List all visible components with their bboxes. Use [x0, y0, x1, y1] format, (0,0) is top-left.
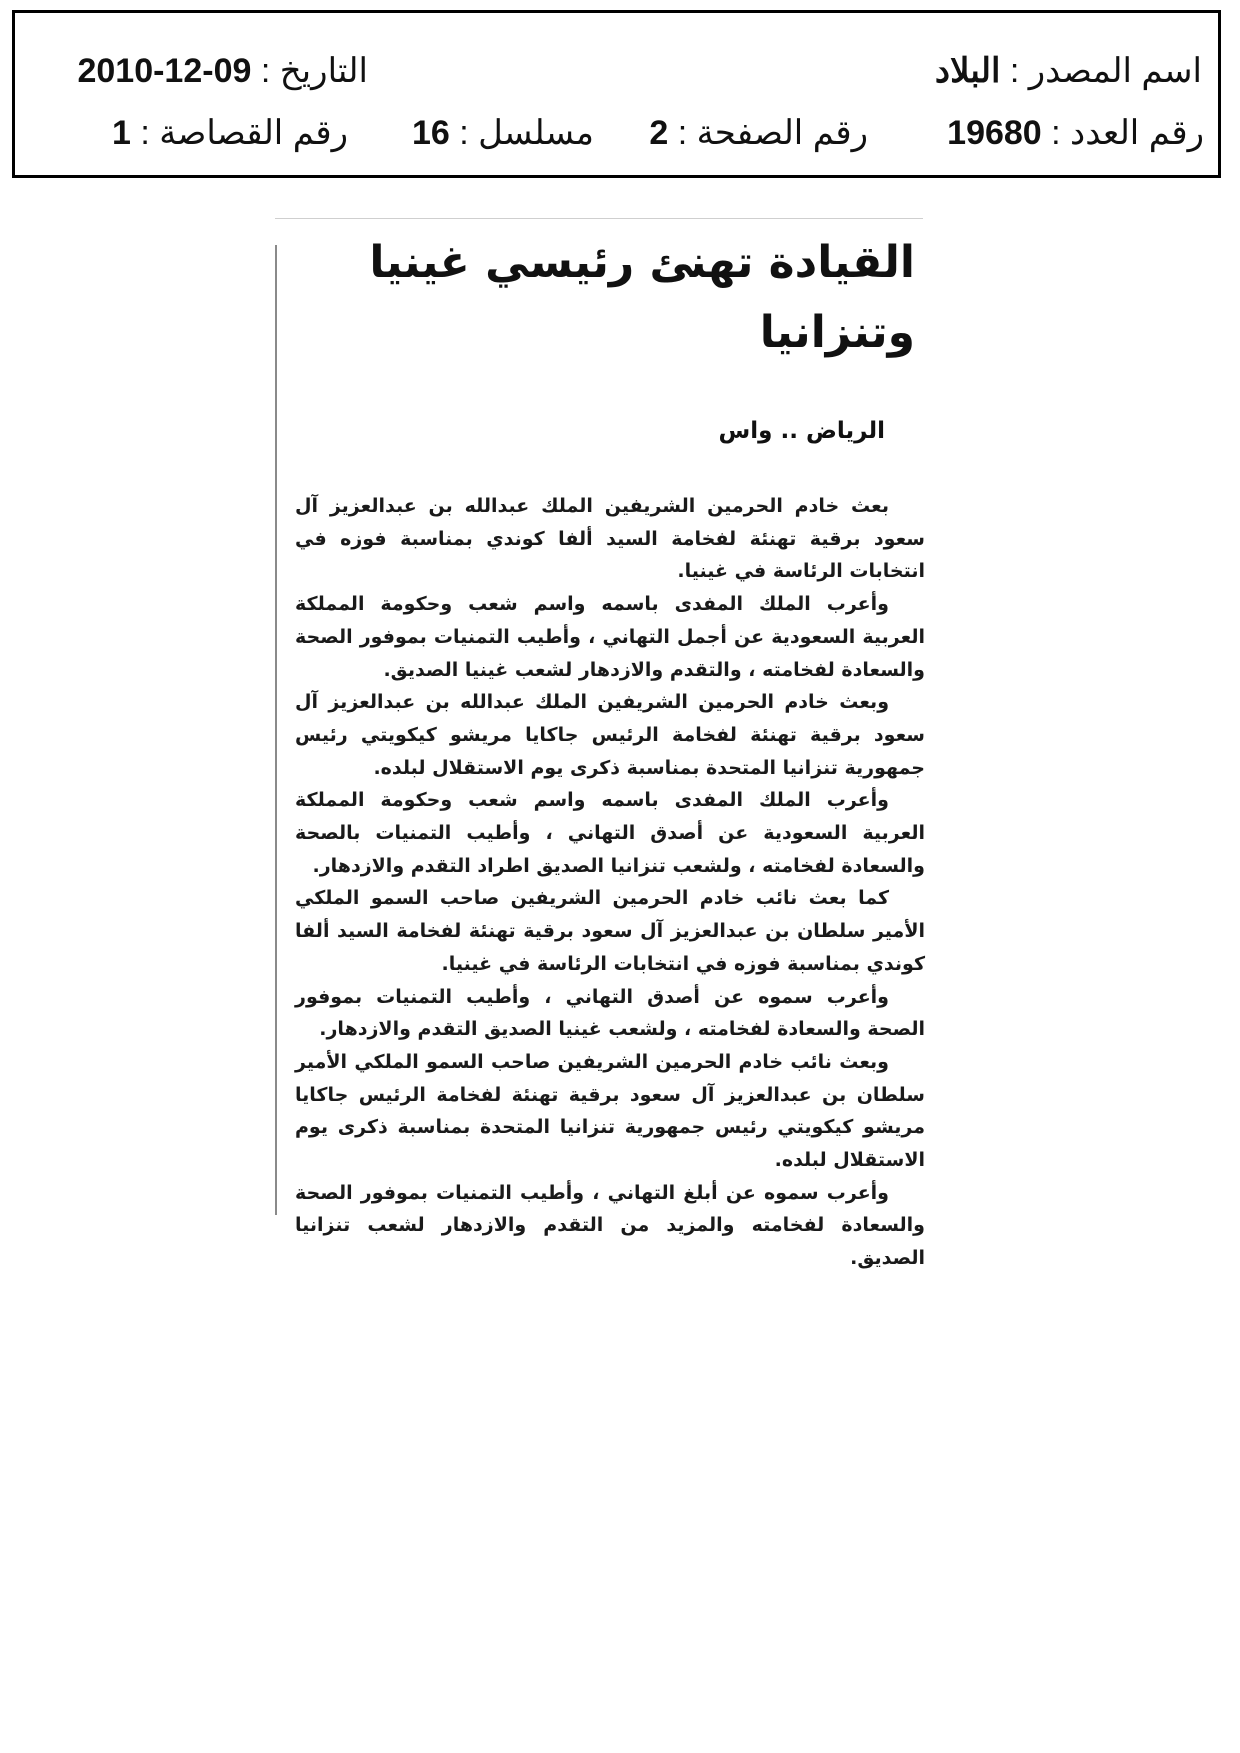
serial-field: [412, 113, 594, 153]
clipping-number-label: رقم القصاصة :: [140, 114, 348, 152]
serial-value: 16: [411, 114, 450, 152]
header-row-1: [15, 37, 1218, 97]
article-paragraph: وأعرب سموه عن أبلغ التهاني ، وأطيب التمنيات بموفور الصحة والسعادة لفخامته والمزيد من التقدم والازدهار لشعب تنزانيا الصديق.: [295, 1181, 925, 1270]
article-paragraph: وبعث خادم الحرمين الشريفين الملك عبدالله بن عبدالعزيز آل سعود برقية تهنئة لفخامة الرئيس جاكايا مريشو كيكويتي رئيس جمهورية تنزانيا المتحدة بمناسبة ذكرى يوم الاستقلال لبلده.: [295, 691, 925, 779]
issue-value: 19680: [947, 114, 1042, 152]
column-rule: [275, 245, 277, 1215]
article-paragraph: وأعرب سموه عن أصدق التهاني ، وأطيب التمنيات بموفور الصحة والسعادة لفخامته ، ولشعب غينيا الصديق التقدم والازدهار.: [295, 985, 925, 1041]
clipping-number-value: 1: [112, 114, 131, 152]
issue-field: [947, 113, 1204, 153]
source-label: اسم المصدر :: [1009, 52, 1202, 90]
source-field: [935, 51, 1202, 91]
article-dateline: الرياض .. واس: [718, 418, 885, 444]
serial-label: مسلسل :: [459, 114, 594, 152]
header-row-2: [15, 115, 1218, 175]
date-label: التاريخ :: [260, 52, 368, 90]
clipping-info-box: [12, 10, 1221, 178]
source-value: البلاد: [934, 52, 1001, 90]
clipping-top-rule: [275, 218, 923, 219]
article-paragraph: كما بعث نائب خادم الحرمين الشريفين صاحب السمو الملكي الأمير سلطان بن عبدالعزيز آل سعود برقية تهنئة لفخامة السيد ألفا كوندي بمناسبة فوزه في انتخابات الرئاسة في غينيا.: [295, 887, 925, 975]
article-paragraph: وأعرب الملك المفدى باسمه واسم شعب وحكومة المملكة العربية السعودية عن أصدق التهاني ، وأطيب التمنيات بالصحة والسعادة لفخامته ، ولشعب تنزانيا الصديق اطراد التقدم والازدهار.: [295, 789, 925, 877]
article-body: [295, 490, 925, 1275]
article-paragraph: بعث خادم الحرمين الشريفين الملك عبدالله بن عبدالعزيز آل سعود برقية تهنئة لفخامة السيد ألفا كوندي بمناسبة فوزه في انتخابات الرئاسة في غينيا.: [295, 495, 925, 583]
page-field: [649, 113, 868, 153]
date-value: 2010-12-09: [77, 52, 252, 90]
news-clipping: [295, 228, 925, 1275]
clipping-number-field: [112, 113, 348, 153]
article-headline: القيادة تهنئ رئيسي غينيا وتنزانيا: [369, 237, 915, 358]
article-paragraph: وبعث نائب خادم الحرمين الشريفين صاحب السمو الملكي الأمير سلطان بن عبدالعزيز آل سعود برقية تهنئة لفخامة الرئيس جاكايا مريشو كيكويتي رئيس جمهورية تنزانيا المتحدة بمناسبة ذكرى يوم الاستقلال لبلده.: [295, 1050, 925, 1172]
issue-label: رقم العدد :: [1051, 114, 1204, 152]
page-value: 2: [649, 114, 669, 152]
page-label: رقم الصفحة :: [677, 114, 868, 152]
article-paragraph: وأعرب الملك المفدى باسمه واسم شعب وحكومة المملكة العربية السعودية عن أجمل التهاني ، وأطيب التمنيات بموفور الصحة والسعادة لفخامته ، والتقدم والازدهار لشعب غينيا الصديق.: [295, 593, 925, 681]
date-field: [77, 51, 368, 91]
